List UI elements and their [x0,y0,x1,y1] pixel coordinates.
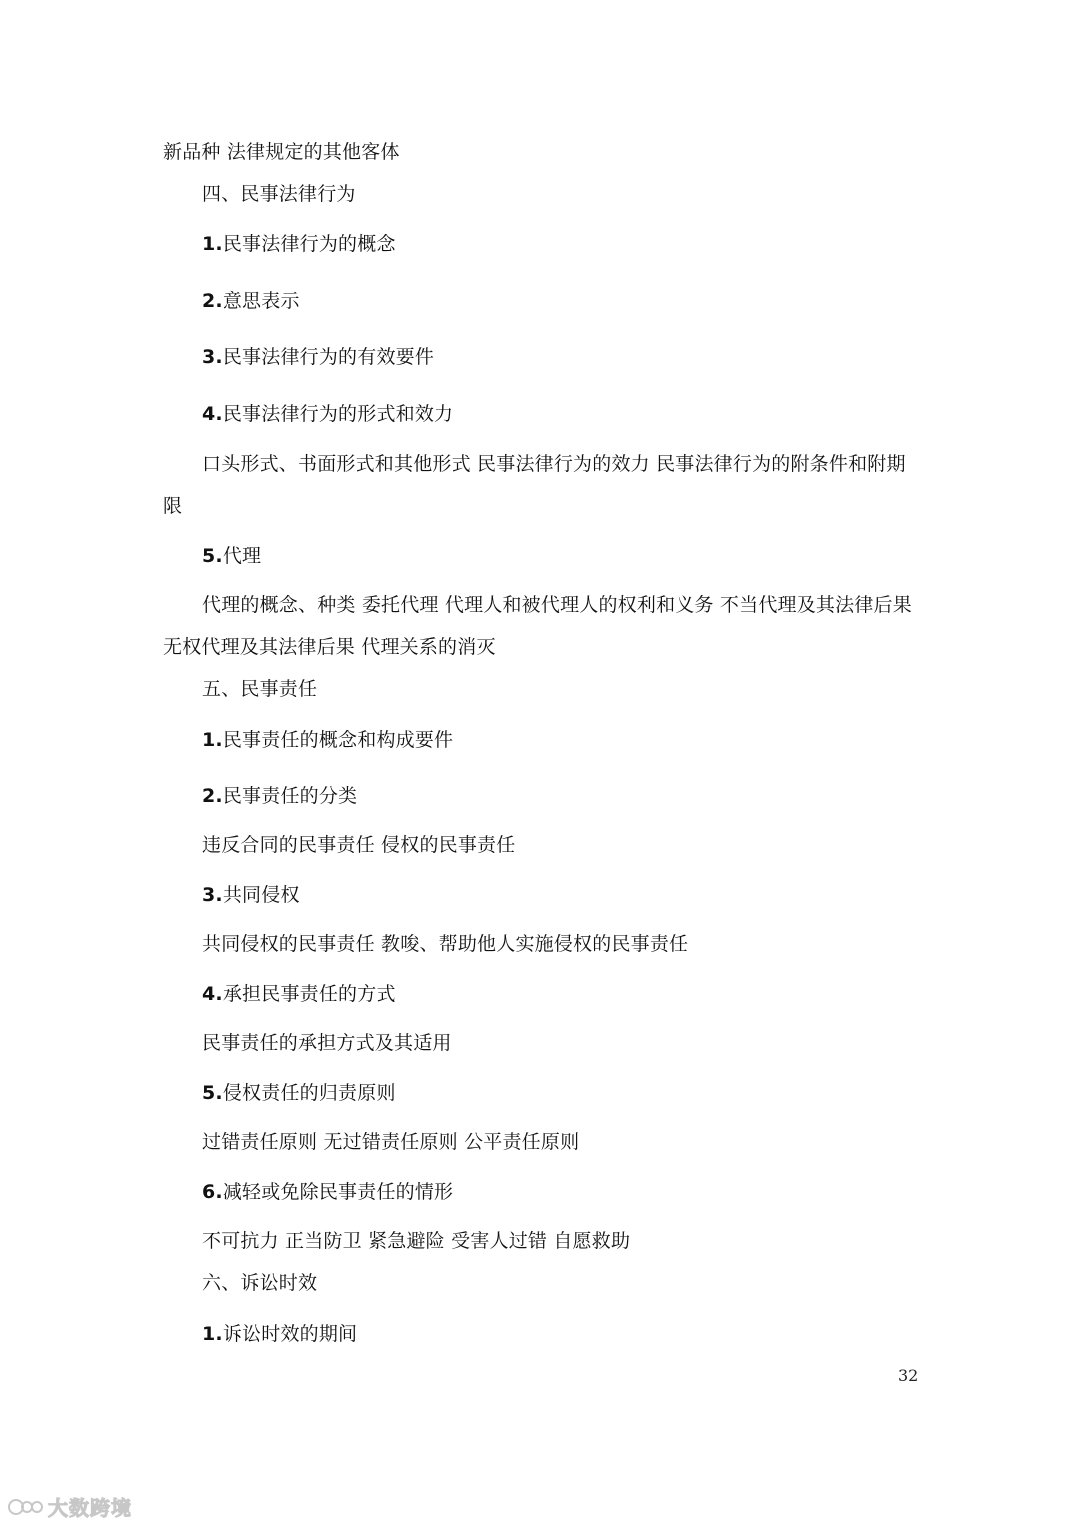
item-title: 民事法律行为的有效要件 [222,346,435,368]
text-line: 新品种 法律规定的其他客体 [163,141,400,163]
subsection-heading [202,345,434,369]
subsection-heading [202,982,396,1006]
subsection-heading [202,1322,357,1346]
item-title: 民事责任的分类 [222,785,358,807]
item-number: 2. [202,785,223,807]
item-title: 民事法律行为的形式和效力 [222,403,454,425]
text-line: 过错责任原则 无过错责任原则 公平责任原则 [202,1131,580,1153]
watermark [8,1492,132,1521]
text-line: 违反合同的民事责任 侵权的民事责任 [202,834,516,856]
item-title: 减轻或免除民事责任的情形 [222,1181,454,1203]
subsection-heading [202,883,300,907]
subsection-heading [202,289,300,313]
subsection-heading [202,1081,396,1105]
text-line: 不可抗力 正当防卫 紧急避险 受害人过错 自愿救助 [202,1230,631,1252]
item-title: 诉讼时效的期间 [222,1323,358,1345]
item-number: 5. [202,545,223,567]
item-number: 1. [202,1323,223,1345]
text-line: 限 [163,495,183,517]
subsection-heading [202,402,453,426]
item-number: 3. [202,884,223,906]
item-title: 意思表示 [222,290,300,312]
subsection-heading [202,728,453,752]
text-line: 口头形式、书面形式和其他形式 民事法律行为的效力 民事法律行为的附条件和附期 [202,453,906,475]
item-number: 1. [202,729,223,751]
watermark-logo-icon [8,1496,44,1518]
subsection-heading [202,1180,453,1204]
item-title: 民事法律行为的概念 [222,233,396,255]
item-number: 4. [202,983,223,1005]
text-line: 共同侵权的民事责任 教唆、帮助他人实施侵权的民事责任 [202,933,689,955]
page-number: 32 [898,1366,919,1385]
subsection-heading [202,232,396,256]
watermark-text: 大数跨境 [48,1496,132,1520]
item-number: 4. [202,403,223,425]
item-number: 3. [202,346,223,368]
item-title: 侵权责任的归责原则 [222,1082,396,1104]
subsection-heading [202,784,357,808]
section-heading: 四、民事法律行为 [202,183,356,205]
section-heading: 六、诉讼时效 [202,1272,318,1294]
item-number: 5. [202,1082,223,1104]
item-number: 1. [202,233,223,255]
item-title: 共同侵权 [222,884,300,906]
item-title: 代理 [222,545,262,567]
item-number: 2. [202,290,223,312]
text-line: 代理的概念、种类 委托代理 代理人和被代理人的权利和义务 不当代理及其法律后果 [202,594,912,616]
text-line: 无权代理及其法律后果 代理关系的消灭 [163,636,496,658]
item-number: 6. [202,1181,223,1203]
section-heading: 五、民事责任 [202,678,318,700]
text-line: 民事责任的承担方式及其适用 [202,1032,452,1054]
item-title: 民事责任的概念和构成要件 [222,729,454,751]
subsection-heading [202,544,261,568]
item-title: 承担民事责任的方式 [222,983,396,1005]
